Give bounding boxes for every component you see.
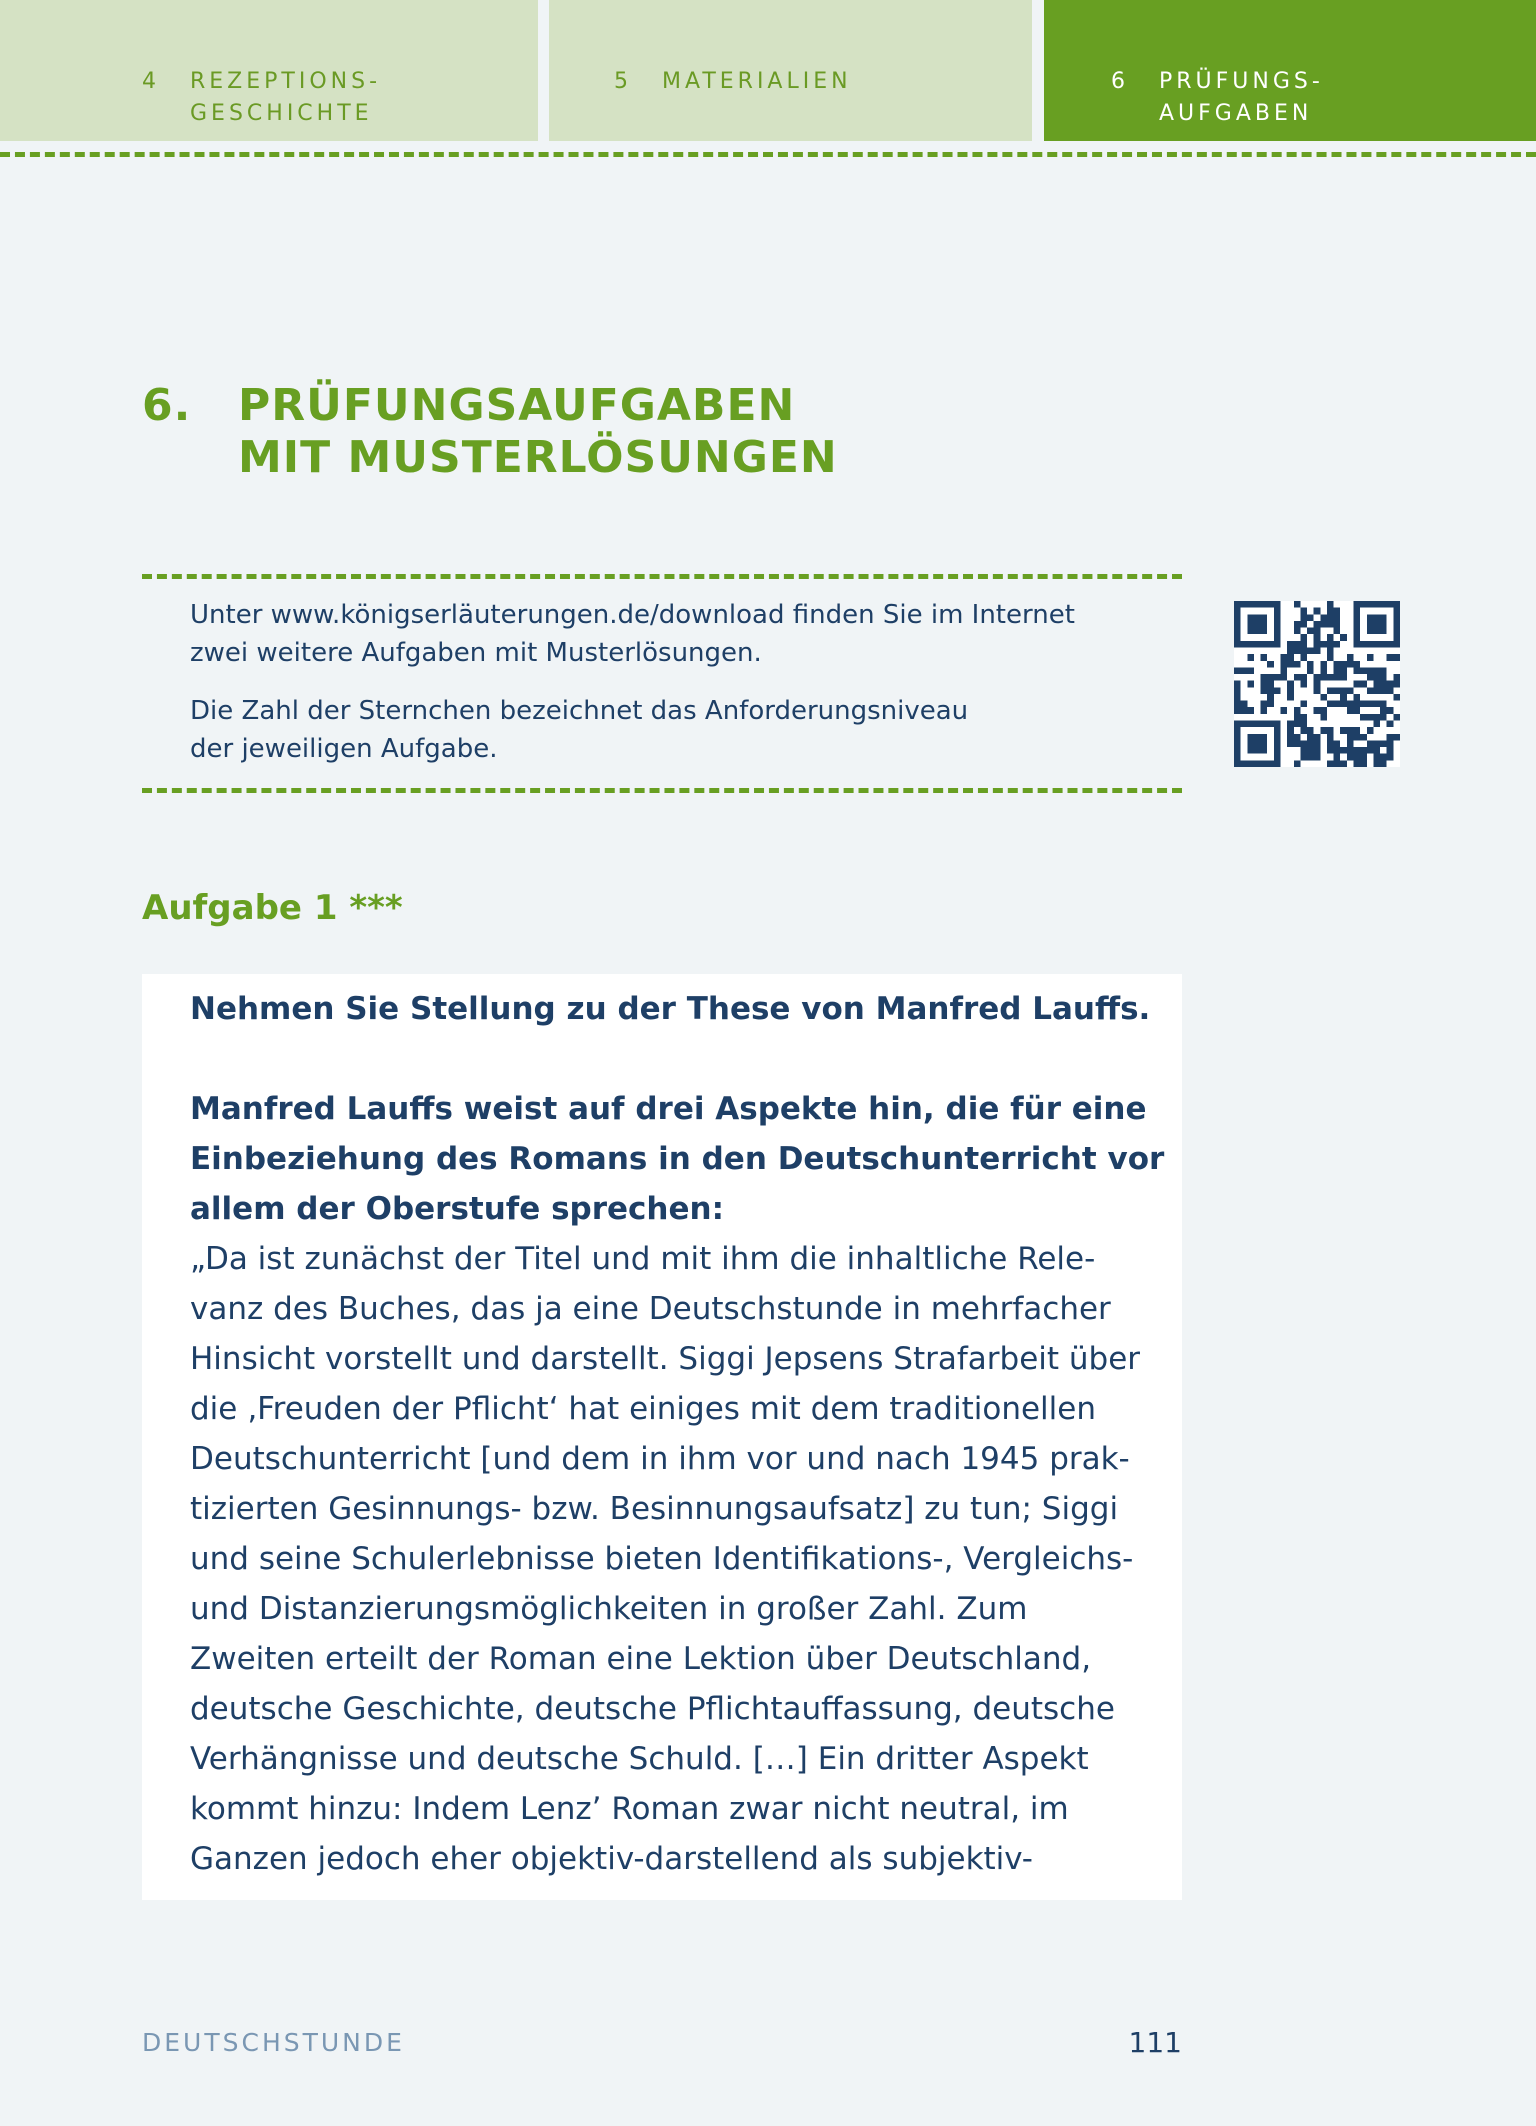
- task-prompt: Nehmen Sie Stellung zu der These von Manfred Lauffs.: [190, 991, 1151, 1027]
- info-line: Die Zahl der Sternchen bezeichnet das Anforderungsniveau: [190, 696, 969, 726]
- header-divider: [0, 152, 1536, 157]
- tab-number: 6: [1111, 69, 1129, 94]
- info-text: [190, 596, 1150, 788]
- quote-line: und seine Schulerlebnisse bieten Identifikations-, Vergleichs-: [190, 1541, 1134, 1577]
- info-line: zwei weitere Aufgaben mit Musterlösungen.: [190, 638, 762, 668]
- intro-line: allem der Oberstufe sprechen:: [190, 1191, 724, 1227]
- tab-label: [190, 66, 381, 130]
- quote-line: „Da ist zunächst der Titel und mit ihm die inhaltliche Rele-: [190, 1241, 1096, 1277]
- info-line: der jeweiligen Aufgabe.: [190, 734, 498, 764]
- tab-rezeptionsgeschichte[interactable]: [0, 0, 538, 141]
- tab-materialien[interactable]: [549, 0, 1032, 141]
- chapter-number: 6.: [142, 380, 192, 431]
- quote-line: deutsche Geschichte, deutsche Pflichtauffassung, deutsche: [190, 1691, 1115, 1727]
- quote-line: kommt hinzu: Indem Lenz’ Roman zwar nicht neutral, im: [190, 1791, 1069, 1827]
- qr-code-icon[interactable]: [1234, 601, 1400, 767]
- tab-label: [1159, 66, 1324, 130]
- info-divider-bottom: [142, 788, 1182, 793]
- quote-line: Ganzen jedoch eher objektiv-darstellend als subjektiv-: [190, 1841, 1033, 1877]
- info-divider-top: [142, 574, 1182, 579]
- quote-line: und Distanzierungsmöglichkeiten in großer Zahl. Zum: [190, 1591, 1028, 1627]
- tab-label-line1: MATERIALIEN: [662, 69, 852, 94]
- tab-number: 4: [142, 69, 160, 94]
- task-text: [190, 984, 1165, 1884]
- spacer: [190, 1034, 1150, 1084]
- book-title: DEUTSCHSTUNDE: [142, 2028, 405, 2057]
- quote-line: tizierten Gesinnungs- bzw. Besinnungsaufsatz] zu tun; Siggi: [190, 1491, 1119, 1527]
- info-line: Unter www.königserläuterungen.de/download finden Sie im Internet: [190, 600, 1075, 630]
- quote-line: Deutschunterricht [und dem in ihm vor und nach 1945 prak-: [190, 1441, 1130, 1477]
- quote-line: Hinsicht vorstellt und darstellt. Siggi Jepsens Strafarbeit über: [190, 1341, 1141, 1377]
- quote-line: die ‚Freuden der Pflicht‘ hat einiges mit dem traditionellen: [190, 1391, 1096, 1427]
- chapter-title-line2: MIT MUSTERLÖSUNGEN: [238, 432, 838, 483]
- task-intro: [190, 1084, 1165, 1234]
- quote-line: Verhängnisse und deutsche Schuld. […] Ein dritter Aspekt: [190, 1741, 1089, 1777]
- intro-line: Manfred Lauffs weist auf drei Aspekte hin, die für eine: [190, 1091, 1147, 1127]
- tab-number: 5: [614, 69, 632, 94]
- intro-line: Einbeziehung des Romans in den Deutschunterricht vor: [190, 1141, 1165, 1177]
- chapter-tabs: [0, 0, 1536, 142]
- quote-line: vanz des Buches, das ja eine Deutschstunde in mehrfacher: [190, 1291, 1111, 1327]
- chapter-title-text: [238, 380, 838, 484]
- quote-line: Zweiten erteilt der Roman eine Lektion über Deutschland,: [190, 1641, 1092, 1677]
- info-paragraph-stars: [190, 692, 1150, 768]
- tab-label: [662, 66, 852, 98]
- tab-pruefungsaufgaben[interactable]: [1044, 0, 1536, 141]
- task-box: [142, 974, 1182, 1900]
- info-paragraph-download: [190, 596, 1150, 672]
- task-quote: [190, 1234, 1150, 1884]
- tab-label-line2: GESCHICHTE: [190, 101, 373, 126]
- tab-label-line1: REZEPTIONS-: [190, 69, 382, 94]
- chapter-title-line1: PRÜFUNGSAUFGABEN: [238, 380, 796, 431]
- tab-label-line2: AUFGABEN: [1159, 101, 1313, 126]
- page-number: 111: [1128, 2026, 1182, 2059]
- task-heading: Aufgabe 1 ***: [142, 888, 403, 928]
- tab-label-line1: PRÜFUNGS-: [1159, 69, 1324, 94]
